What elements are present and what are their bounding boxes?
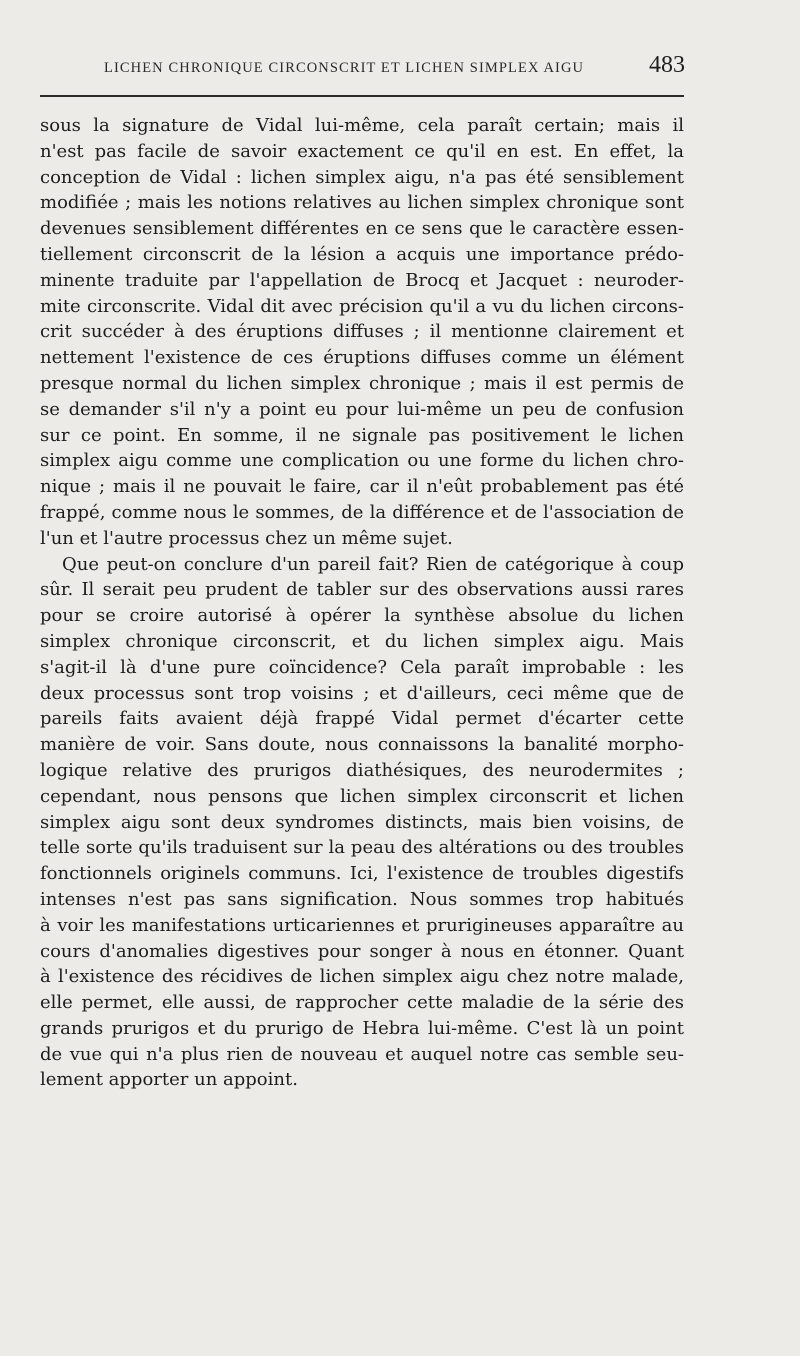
text-line: de vue qui n'a plus rien de nouveau et auquel notre cas semble seu- [40,1043,684,1065]
text-line: frappé, comme nous le sommes, de la différence et de l'association de [40,501,684,523]
text-line: mite circonscrite. Vidal dit avec précision qu'il a vu du lichen circons- [40,295,684,317]
text-line: crit succéder à des éruptions diffuses ; il mentionne clairement et [40,321,684,343]
text-line: simplex aigu sont deux syndromes distincts, mais bien voisins, de [40,811,684,833]
text-line: devenues sensiblement différentes en ce sens que le caractère essen- [40,218,684,240]
text-line: à l'existence des récidives de lichen simplex aigu chez notre malade, [40,966,684,988]
text-line: intenses n'est pas sans signification. Nous sommes trop habitués [40,888,684,910]
text-line: se demander s'il n'y a point eu pour lui-même un peu de confusion [40,398,684,420]
text-line: à voir les manifestations urticariennes et prurigineuses apparaître au [40,914,684,936]
text-line: modifiée ; mais les notions relatives au lichen simplex chronique sont [40,192,684,214]
text-line: n'est pas facile de savoir exactement ce qu'il en est. En effet, la [40,140,684,162]
page-header [40,52,685,82]
text-line: pour se croire autorisé à opérer la synthèse absolue du lichen [40,605,684,627]
text-line: cours d'anomalies digestives pour songer à nous en étonner. Quant [40,940,684,962]
text-line: elle permet, elle aussi, de rapprocher cette maladie de la série des [40,992,684,1014]
text-line: manière de voir. Sans doute, nous connaissons la banalité morpho- [40,734,684,756]
text-line: sûr. Il serait peu prudent de tabler sur des observations aussi rares [40,579,684,601]
text-line: s'agit-il là d'une pure coïncidence? Cela paraît improbable : les [40,656,684,678]
running-head: LICHEN CHRONIQUE CIRCONSCRIT ET LICHEN SIMPLEX AIGU [104,60,585,76]
paragraph-start-line: Que peut-on conclure d'un pareil fait? Rien de catégorique à coup [62,553,684,575]
paragraph-end-line: lement apporter un appoint. [40,1069,298,1091]
text-line: deux processus sont trop voisins ; et d'ailleurs, ceci même que de [40,682,684,704]
paragraph-end-line: l'un et l'autre processus chez un même sujet. [40,527,453,549]
page-number: 483 [649,52,685,78]
text-line: conception de Vidal : lichen simplex aigu, n'a pas été sensiblement [40,166,684,188]
text-line: grands prurigos et du prurigo de Hebra lui-même. C'est là un point [40,1017,684,1039]
text-line: nique ; mais il ne pouvait le faire, car il n'eût probablement pas été [40,476,684,498]
text-line: nettement l'existence de ces éruptions diffuses comme un élément [40,347,684,369]
text-line: tiellement circonscrit de la lésion a acquis une importance prédo- [40,243,684,265]
text-line: minente traduite par l'appellation de Brocq et Jacquet : neuroder- [40,269,684,291]
text-line: sur ce point. En somme, il ne signale pas positivement le lichen [40,424,684,446]
text-line: logique relative des prurigos diathésiques, des neurodermites ; [40,759,684,781]
text-line: sous la signature de Vidal lui-même, cela paraît certain; mais il [40,115,684,136]
text-line: fonctionnels originels communs. Ici, l'existence de troubles digestifs [40,863,684,885]
text-line: telle sorte qu'ils traduisent sur la peau des altérations ou des troubles [40,837,684,859]
text-line: simplex aigu comme une complication ou une forme du lichen chro- [40,450,684,472]
text-line: simplex chronique circonscrit, et du lichen simplex aigu. Mais [40,630,684,652]
text-line: pareils faits avaient déjà frappé Vidal permet d'écarter cette [40,708,684,730]
text-line: cependant, nous pensons que lichen simplex circonscrit et lichen [40,785,684,807]
body-text [40,113,684,1093]
header-rule [40,95,684,97]
text-line: presque normal du lichen simplex chronique ; mais il est permis de [40,372,684,394]
